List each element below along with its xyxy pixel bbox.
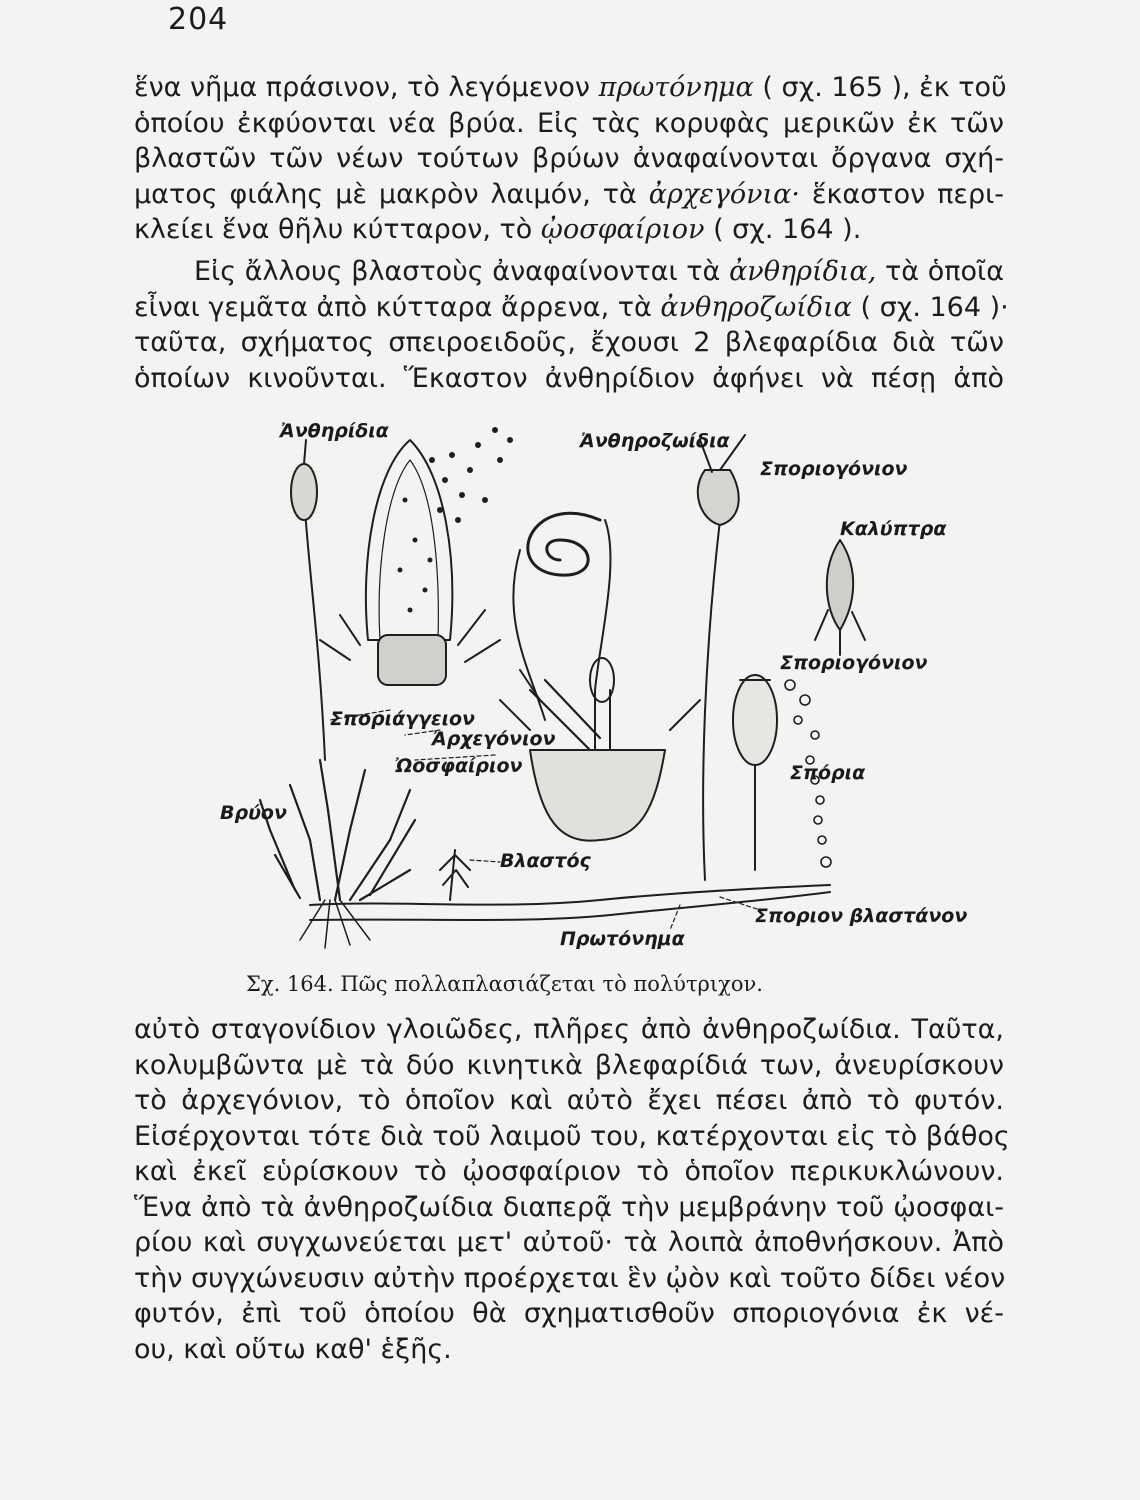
- paragraph-2-line-3: ταῦτα, σχήματος σπειροειδοῦς, ἔχουσι 2 βλεφαρίδια διὰ τῶν: [134, 327, 1004, 358]
- paragraph-3-line-5: καὶ ἐκεῖ εὑρίσκουν τὸ ᾠοσφαίριον τὸ ὁποῖον περικυκλώνουν.: [134, 1156, 1004, 1187]
- paragraph-3-line-7: ρίου καὶ συγχωνεύεται μετ' αὐτοῦ· τὰ λοιπὰ ἀποθνήσκουν. Ἀπὸ: [134, 1227, 1004, 1258]
- antherozoid-cloud: [398, 427, 514, 613]
- paragraph-1-line-1: ἕνα νῆμα πράσινον, τὸ λεγόμενον πρωτόνημα ( σχ. 165 ), ἐκ τοῦ: [134, 72, 1007, 103]
- term-oosphairion: ᾠοσφαίριον: [540, 214, 705, 245]
- term-antherozoidia: ἀνθηροζωίδια: [660, 291, 852, 323]
- young-shoot: [440, 850, 470, 900]
- paragraph-3-line-1: αὐτὸ σταγονίδιον γλοιῶδες, πλῆρες ἀπὸ ἀνθηροζωίδια. Ταῦτα,: [134, 1014, 1004, 1045]
- seta-left: [305, 510, 325, 760]
- paragraph-2-line-2: εἶναι γεμᾶτα ἀπὸ κύτταρα ἄρρενα, τὰ ἀνθηροζωίδια ( σχ. 164 )·: [134, 291, 1009, 323]
- label-antherozoidia: Ἀνθηροζωίδια: [580, 430, 730, 452]
- label-archegonion: Ἀρχεγόνιον: [432, 728, 556, 750]
- paragraph-2: [134, 254, 1009, 396]
- paragraph-2-line-4: ὁποίων κινοῦνται. Ἕκαστον ἀνθηρίδιον ἀφήνει νὰ πέσῃ ἀπὸ: [134, 362, 1004, 394]
- antherozoid-spiral: [528, 513, 600, 575]
- paragraph-1-line-4: ματος φιάλης μὲ μακρὸν λαιμόν, τὰ ἀρχεγόνια· ἕκαστον περι-: [134, 178, 1004, 210]
- moss-lifecycle-drawing: [200, 400, 960, 960]
- capsule-left: [291, 464, 317, 520]
- moss-lifecycle-figure: [200, 400, 968, 960]
- paragraph-3-line-3: τὸ ἀρχεγόνιον, τὸ ὁποῖον καὶ αὐτὸ ἔχει πέσει ἀπὸ τὸ φυτόν.: [134, 1085, 1004, 1116]
- paragraph-3-line-6: Ἕνα ἀπὸ τὰ ἀνθηροζωίδια διαπερᾷ τὴν μεμβράνην τοῦ ᾠοσφαι-: [134, 1191, 1004, 1223]
- label-spora: Σπόρια: [790, 762, 866, 784]
- paragraph-3-line-8: τὴν συγχώνευσιν αὐτὴν προέρχεται ἓν ᾠὸν καὶ τοῦτο δίδει νέον: [134, 1262, 1006, 1294]
- label-protonema: Πρωτόνημα: [560, 928, 685, 950]
- open-sporangium: [733, 675, 777, 765]
- term-protonema: πρωτόνημα: [598, 72, 754, 103]
- term-antheridia: ἀνθηρίδια,: [729, 256, 877, 287]
- archegonium-venter: [590, 658, 614, 702]
- figure-caption: Σχ. 164. Πῶς πολλαπλασιάζεται τὸ πολύτριχον.: [246, 972, 763, 996]
- label-bryon: Βρύον: [220, 802, 287, 824]
- paragraph-1-line-3: βλαστῶν τῶν νέων τούτων βρύων ἀναφαίνονται ὄργανα σχή-: [134, 143, 1004, 174]
- term-archegonia: ἀρχεγόνια·: [648, 178, 800, 210]
- protonema-thread: [310, 885, 830, 905]
- calyptra-shape: [827, 540, 853, 630]
- sporogonium-capsule: [698, 470, 739, 525]
- label-sporogonion-top: Σποριογόνιον: [760, 458, 908, 480]
- label-sporion-blastanon: Σποριον βλαστάνον: [755, 905, 968, 927]
- antheridium-base: [378, 635, 446, 685]
- paragraph-3-line-2: κολυμβῶντα μὲ τὰ δύο κινητικὰ βλεφαρίδιά των, ἀνευρίσκουν: [134, 1049, 1004, 1081]
- paragraph-3-line-9: φυτόν, ἐπὶ τοῦ ὁποίου θὰ σχηματισθοῦν σποριογόνια ἐκ νέ-: [134, 1298, 1004, 1329]
- archegonium-neck-left: [513, 550, 545, 720]
- archegonium-base: [530, 750, 665, 841]
- label-kalyptra: Καλύπτρα: [840, 518, 947, 540]
- seta-right: [703, 520, 720, 880]
- paragraph-1-line-2: ὁποίου ἐκφύονται νέα βρύα. Εἰς τὰς κορυφὰς μερικῶν ἐκ τῶν: [134, 107, 1004, 139]
- label-oosphairion: Ὠοσφαίριον: [395, 755, 523, 777]
- label-blastos: Βλαστός: [500, 850, 591, 872]
- label-antheridia: Ἀνθηρίδια: [280, 420, 389, 442]
- label-sporogonion-mid: Σποριογόνιον: [780, 652, 928, 674]
- paragraph-3-line-10: ου, καὶ οὕτω καθ' ἑξῆς.: [134, 1333, 452, 1365]
- label-sporangeion: Σποριάγγειον: [330, 708, 475, 730]
- paragraph-3-line-4: Εἰσέρχονται τότε διὰ τοῦ λαιμοῦ του, κατέρχονται εἰς τὸ βάθος: [134, 1120, 1010, 1152]
- paragraph-1: [134, 70, 1007, 248]
- paragraph-3: [134, 1012, 1010, 1367]
- page-number: 204: [168, 2, 229, 37]
- paragraph-2-line-1: Εἰς ἄλλους βλαστοὺς ἀναφαίνονται τὰ ἀνθηρίδια, τὰ ὁποῖα: [194, 256, 1004, 287]
- paragraph-1-line-5: κλείει ἕνα θῆλυ κύτταρον, τὸ ᾠοσφαίριον ( σχ. 164 ).: [134, 214, 862, 245]
